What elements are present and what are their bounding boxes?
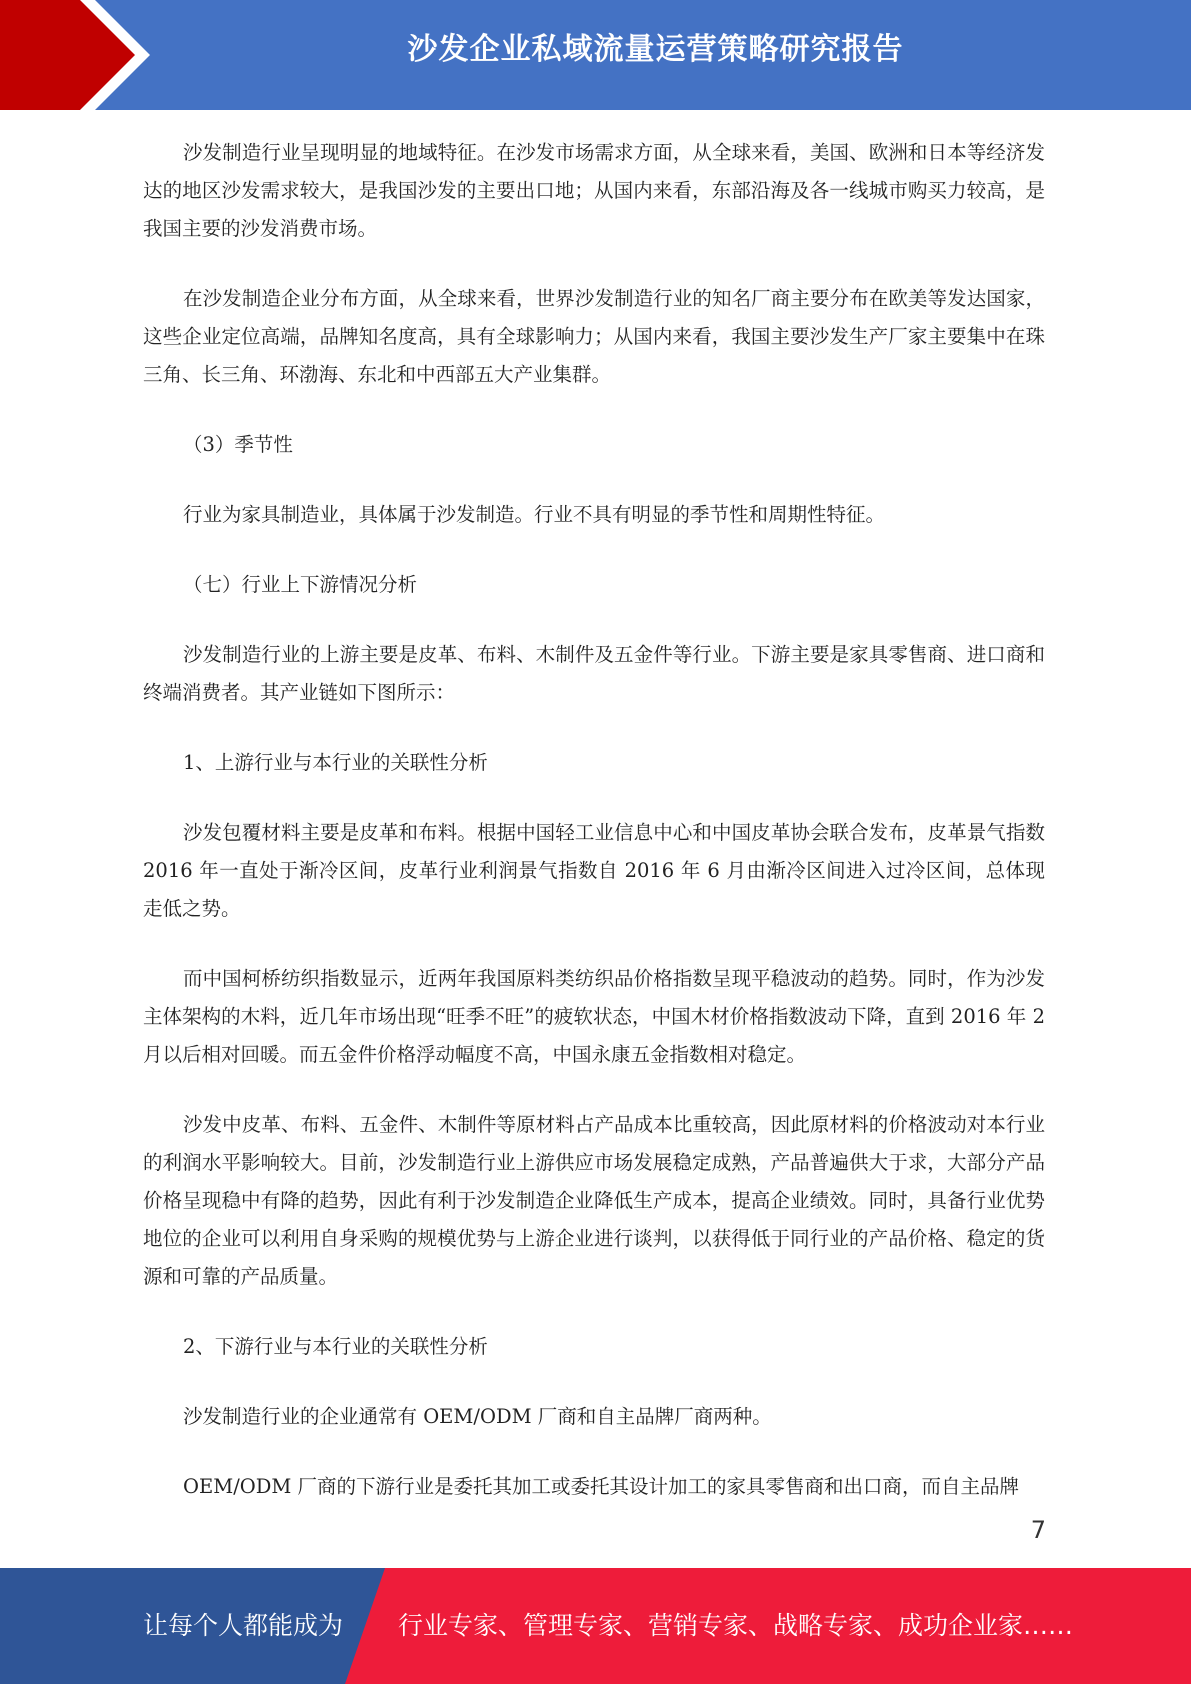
page-number: 7 — [1030, 1516, 1046, 1544]
page-header — [0, 0, 1191, 110]
paragraph-leather-fabric: 沙发包覆材料主要是皮革和布料。根据中国轻工业信息中心和中国皮革协会联合发布，皮革景气指数 2016 年一直处于渐冷区间，皮革行业利润景气指数自 2016 年 6 月由渐冷区间进入过冷区间，总体现走低之势。 — [143, 821, 1045, 920]
footer-slogan-right: 行业专家、管理专家、营销专家、战略专家、成功企业家…… — [398, 1611, 1074, 1640]
report-title: 沙发企业私域流量运营策略研究报告 — [407, 32, 904, 67]
paragraph-industry-chain: 沙发制造行业的上游主要是皮革、布料、木制件及五金件等行业。下游主要是家具零售商、进口商和终端消费者。其产业链如下图所示： — [143, 643, 1045, 704]
paragraph-manufacturer-distribution: 在沙发制造企业分布方面，从全球来看，世界沙发制造行业的知名厂商主要分布在欧美等发达国家，这些企业定位高端，品牌知名度高，具有全球影响力；从国内来看，我国主要沙发生产厂家主要集中在珠三角、长三角、环渤海、东北和中西部五大产业集群。 — [143, 287, 1045, 386]
subheading-upstream-analysis: 1、上游行业与本行业的关联性分析 — [183, 751, 488, 774]
paragraph-textile-wood-hardware: 而中国柯桥纺织指数显示，近两年我国原料类纺织品价格指数呈现平稳波动的趋势。同时，作为沙发主体架构的木料，近几年市场出现“旺季不旺”的疲软状态，中国木材价格指数波动下降，直到 2016 年 2 月以后相对回暖。而五金件价格浮动幅度不高，中国永康五金指数相对稳定。 — [143, 967, 1045, 1066]
header-chevron-icon — [0, 0, 135, 110]
paragraph-oem-odm-types: 沙发制造行业的企业通常有 OEM/ODM 厂商和自主品牌厂商两种。 — [183, 1405, 772, 1428]
section-heading-upstream-downstream: （七）行业上下游情况分析 — [183, 573, 418, 596]
footer-slogan-left: 让每个人都能成为 — [143, 1611, 344, 1640]
paragraph-seasonality: 行业为家具制造业，具体属于沙发制造。行业不具有明显的季节性和周期性特征。 — [183, 503, 886, 526]
page-footer — [0, 1568, 1191, 1684]
paragraph-regional-demand: 沙发制造行业呈现明显的地域特征。在沙发市场需求方面，从全球来看，美国、欧洲和日本等经济发达的地区沙发需求较大，是我国沙发的主要出口地；从国内来看，东部沿海及各一线城市购买力较高，是我国主要的沙发消费市场。 — [143, 141, 1045, 240]
document-body — [143, 134, 1045, 1538]
subheading-seasonality: （3）季节性 — [183, 433, 293, 456]
subheading-downstream-analysis: 2、下游行业与本行业的关联性分析 — [183, 1335, 488, 1358]
paragraph-raw-material-cost: 沙发中皮革、布料、五金件、木制件等原材料占产品成本比重较高，因此原材料的价格波动对本行业的利润水平影响较大。目前，沙发制造行业上游供应市场发展稳定成熟，产品普遍供大于求，大部分产品价格呈现稳中有降的趋势，因此有利于沙发制造企业降低生产成本，提高企业绩效。同时，具备行业优势地位的企业可以利用自身采购的规模优势与上游企业进行谈判，以获得低于同行业的产品价格、稳定的货源和可靠的产品质量。 — [143, 1113, 1045, 1288]
paragraph-oem-odm-downstream: OEM/ODM 厂商的下游行业是委托其加工或委托其设计加工的家具零售商和出口商，而自主品牌 — [183, 1475, 1020, 1498]
